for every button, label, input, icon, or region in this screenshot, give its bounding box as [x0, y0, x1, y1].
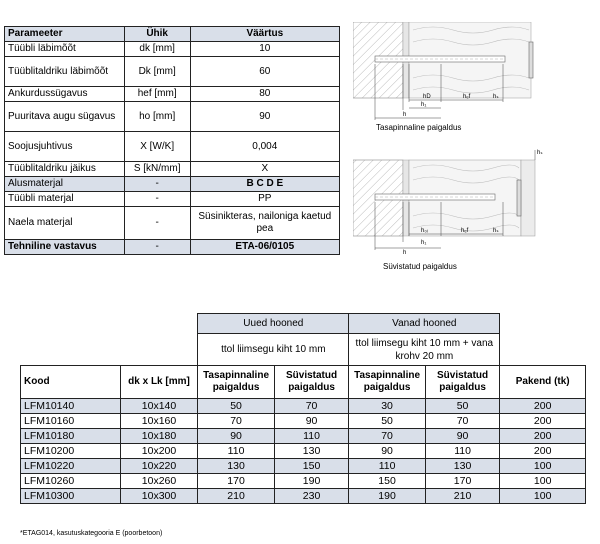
anchor-plate	[517, 180, 521, 216]
old-recessed-value: 90	[425, 429, 500, 444]
product-dimensions: 10x260	[120, 474, 198, 489]
product-dimensions: 10x140	[120, 399, 198, 414]
param-value: 90	[190, 102, 339, 132]
group-old-buildings: Vanad hooned	[349, 314, 500, 334]
product-dimensions: 10x160	[120, 414, 198, 429]
param-row	[5, 87, 340, 102]
label-h: h	[403, 250, 407, 256]
parameter-table	[4, 26, 340, 255]
label-hef: hₑf	[463, 94, 471, 100]
product-row	[21, 414, 586, 429]
param-name: Puuritava augu sügavus	[5, 102, 125, 132]
product-row	[21, 429, 586, 444]
pack-quantity: 100	[500, 489, 586, 504]
pack-quantity: 100	[500, 474, 586, 489]
new-flat-value: 110	[198, 444, 274, 459]
param-name: Naela materjal	[5, 207, 125, 240]
param-row	[5, 57, 340, 87]
new-flat-value: 170	[198, 474, 274, 489]
header-new-flat: Tasapinnaline paigaldus	[198, 366, 274, 399]
pack-quantity: 200	[500, 429, 586, 444]
param-row	[5, 132, 340, 162]
param-unit: Dk [mm]	[124, 57, 190, 87]
new-recessed-value: 230	[274, 489, 349, 504]
product-row	[21, 444, 586, 459]
old-flat-value: 150	[349, 474, 425, 489]
group-new-buildings: Uued hooned	[198, 314, 349, 334]
param-header-name: Parameeter	[5, 27, 125, 42]
footnote: *ETAG014, kasutuskategooria E (poorbetoon)	[20, 530, 163, 537]
param-name: Tüübli materjal	[5, 192, 125, 207]
old-flat-value: 50	[349, 414, 425, 429]
product-code: LFM10200	[21, 444, 121, 459]
old-recessed-value: 130	[425, 459, 500, 474]
new-recessed-value: 70	[274, 399, 349, 414]
old-recessed-value: 110	[425, 444, 500, 459]
recessed-installation-caption: Süvistatud paigaldus	[383, 262, 457, 271]
label-hs: hₛ	[493, 94, 499, 100]
param-row	[5, 240, 340, 255]
label-hoi: h₀ᵢ	[421, 228, 428, 234]
new-recessed-value: 130	[274, 444, 349, 459]
param-unit: -	[124, 207, 190, 240]
product-row	[21, 474, 586, 489]
pack-quantity: 100	[500, 459, 586, 474]
new-recessed-value: 90	[274, 414, 349, 429]
subgroup-new-buildings: ttol liimsegu kiht 10 mm	[198, 334, 349, 366]
label-hs-top: hₛ	[537, 150, 543, 156]
product-code: LFM10220	[21, 459, 121, 474]
old-recessed-value: 170	[425, 474, 500, 489]
param-unit: -	[124, 177, 190, 192]
new-flat-value: 210	[198, 489, 274, 504]
product-code: LFM10160	[21, 414, 121, 429]
param-value: PP	[190, 192, 339, 207]
param-row	[5, 207, 340, 240]
param-row	[5, 192, 340, 207]
anchor-plate	[529, 42, 533, 78]
label-hD: hD	[423, 94, 431, 100]
label-h1: h₁	[421, 240, 427, 246]
param-value: B C D E	[190, 177, 339, 192]
param-value: ETA-06/0105	[190, 240, 339, 255]
product-dimensions: 10x200	[120, 444, 198, 459]
old-flat-value: 30	[349, 399, 425, 414]
new-flat-value: 130	[198, 459, 274, 474]
param-name: Tehniline vastavus	[5, 240, 125, 255]
param-name: Ankurdussügavus	[5, 87, 125, 102]
product-code: LFM10300	[21, 489, 121, 504]
header-kood: Kood	[21, 366, 121, 399]
product-row	[21, 399, 586, 414]
param-unit: S [kN/mm]	[124, 162, 190, 177]
product-dimensions: 10x180	[120, 429, 198, 444]
new-flat-value: 50	[198, 399, 274, 414]
param-name: Tüüblitaldriku jäikus	[5, 162, 125, 177]
param-row	[5, 162, 340, 177]
product-header-row	[21, 366, 586, 399]
param-unit: hef [mm]	[124, 87, 190, 102]
param-value: X	[190, 162, 339, 177]
pack-quantity: 200	[500, 414, 586, 429]
product-subgroup-row	[21, 334, 586, 366]
parameter-header-row	[5, 27, 340, 42]
label-hef: hₑf	[461, 228, 469, 234]
new-flat-value: 90	[198, 429, 274, 444]
param-name: Alusmaterjal	[5, 177, 125, 192]
product-code: LFM10140	[21, 399, 121, 414]
old-recessed-value: 70	[425, 414, 500, 429]
param-row	[5, 102, 340, 132]
param-name: Tüüblitaldriku läbimõõt	[5, 57, 125, 87]
old-flat-value: 70	[349, 429, 425, 444]
old-flat-value: 90	[349, 444, 425, 459]
pack-quantity: 200	[500, 444, 586, 459]
surface-installation-caption: Tasapinnaline paigaldus	[376, 123, 462, 132]
param-unit: -	[124, 192, 190, 207]
product-group-row	[21, 314, 586, 334]
param-value: Süsinikteras, nailoniga kaetud pea	[190, 207, 339, 240]
surface-installation-diagram	[353, 22, 589, 122]
new-recessed-value: 150	[274, 459, 349, 474]
param-value: 60	[190, 57, 339, 87]
param-row	[5, 177, 340, 192]
product-dimensions: 10x220	[120, 459, 198, 474]
old-recessed-value: 210	[425, 489, 500, 504]
param-unit: -	[124, 240, 190, 255]
param-unit: X [W/K]	[124, 132, 190, 162]
param-header-value: Väärtus	[190, 27, 339, 42]
insulation-cap	[521, 160, 535, 236]
param-name: Tüübli läbimõõt	[5, 42, 125, 57]
header-dimensions: dk x Lk [mm]	[120, 366, 198, 399]
new-recessed-value: 190	[274, 474, 349, 489]
product-code: LFM10180	[21, 429, 121, 444]
param-value: 10	[190, 42, 339, 57]
header-pack: Pakend (tk)	[500, 366, 586, 399]
old-flat-value: 190	[349, 489, 425, 504]
old-flat-value: 110	[349, 459, 425, 474]
param-name: Soojusjuhtivus	[5, 132, 125, 162]
param-unit: dk [mm]	[124, 42, 190, 57]
param-value: 80	[190, 87, 339, 102]
subgroup-old-buildings: ttol liimsegu kiht 10 mm + vana krohv 20 mm	[349, 334, 500, 366]
param-unit: ho [mm]	[124, 102, 190, 132]
param-row	[5, 42, 340, 57]
header-new-recessed: Süvistatud paigaldus	[274, 366, 349, 399]
product-dimensions: 10x300	[120, 489, 198, 504]
label-h1: h₁	[421, 102, 427, 108]
product-code: LFM10260	[21, 474, 121, 489]
product-row	[21, 459, 586, 474]
product-row	[21, 489, 586, 504]
recessed-installation-diagram	[353, 146, 589, 256]
new-flat-value: 70	[198, 414, 274, 429]
product-table	[20, 313, 586, 504]
label-h: h	[403, 112, 407, 118]
old-recessed-value: 50	[425, 399, 500, 414]
header-old-recessed: Süvistatud paigaldus	[425, 366, 500, 399]
label-hs: hₛ	[493, 228, 499, 234]
param-value: 0,004	[190, 132, 339, 162]
header-old-flat: Tasapinnaline paigaldus	[349, 366, 425, 399]
new-recessed-value: 110	[274, 429, 349, 444]
param-header-unit: Ühik	[124, 27, 190, 42]
pack-quantity: 200	[500, 399, 586, 414]
